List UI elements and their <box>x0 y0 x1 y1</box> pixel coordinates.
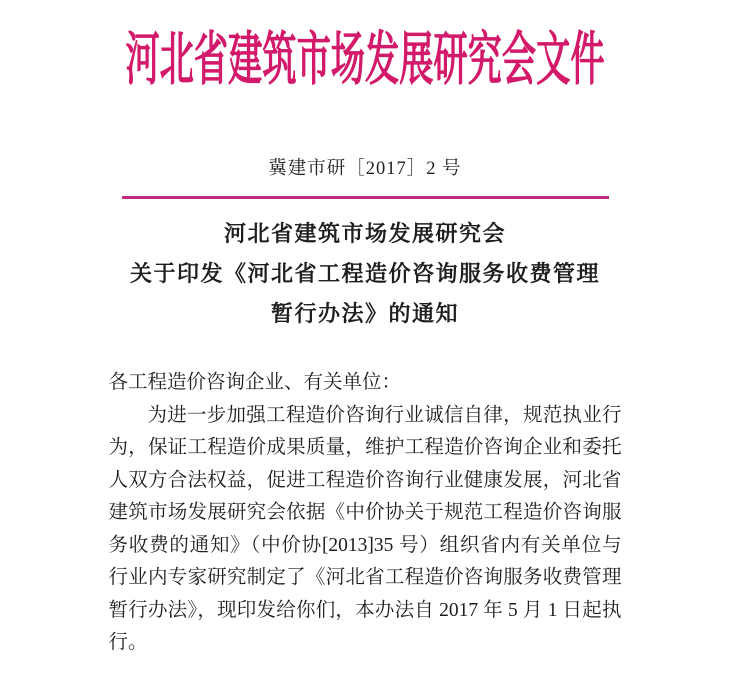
document-body <box>109 367 622 660</box>
document-reference-number: 冀建市研［2017］2 号 <box>268 159 462 179</box>
notice-title-line-2: 关于印发《河北省工程造价咨询服务收费管理 <box>129 261 600 286</box>
notice-title-line-3: 暂行办法》的通知 <box>270 301 459 326</box>
body-paragraph-line: 暂行办法》，现印发给你们，本办法自 2017 年 5 月 1 日起执 <box>108 599 622 621</box>
body-paragraph-line: 为，保证工程造价成果质量，维护工程造价咨询企业和委托 <box>108 437 622 458</box>
salutation-line: 各工程造价咨询企业、有关单位： <box>108 372 402 393</box>
body-paragraph-line: 行业内专家研究制定了《河北省工程造价咨询服务收费管理 <box>108 567 622 588</box>
letterhead-banner <box>0 20 730 100</box>
notice-title-line-1: 河北省建筑市场发展研究会 <box>223 221 506 246</box>
scanned-document-page <box>0 20 730 700</box>
body-paragraph-line: 人双方合法权益，促进工程造价咨询行业健康发展，河北省 <box>108 469 622 491</box>
body-paragraph-line: 建筑市场发展研究会依据《中价协关于规范工程造价咨询服 <box>108 502 622 523</box>
body-paragraph-line: 行。 <box>108 632 148 653</box>
header-divider-rule <box>122 196 609 199</box>
notice-title <box>0 214 730 334</box>
body-paragraph-line: 为进一步加强工程造价咨询行业诚信自律，规范执业行 <box>147 404 622 426</box>
letterhead-title: 河北省建筑市场发展研究会文件 <box>125 27 605 92</box>
body-paragraph-line: 务收费的通知》（中价协[2013]35 号）组织省内有关单位与 <box>108 534 622 556</box>
